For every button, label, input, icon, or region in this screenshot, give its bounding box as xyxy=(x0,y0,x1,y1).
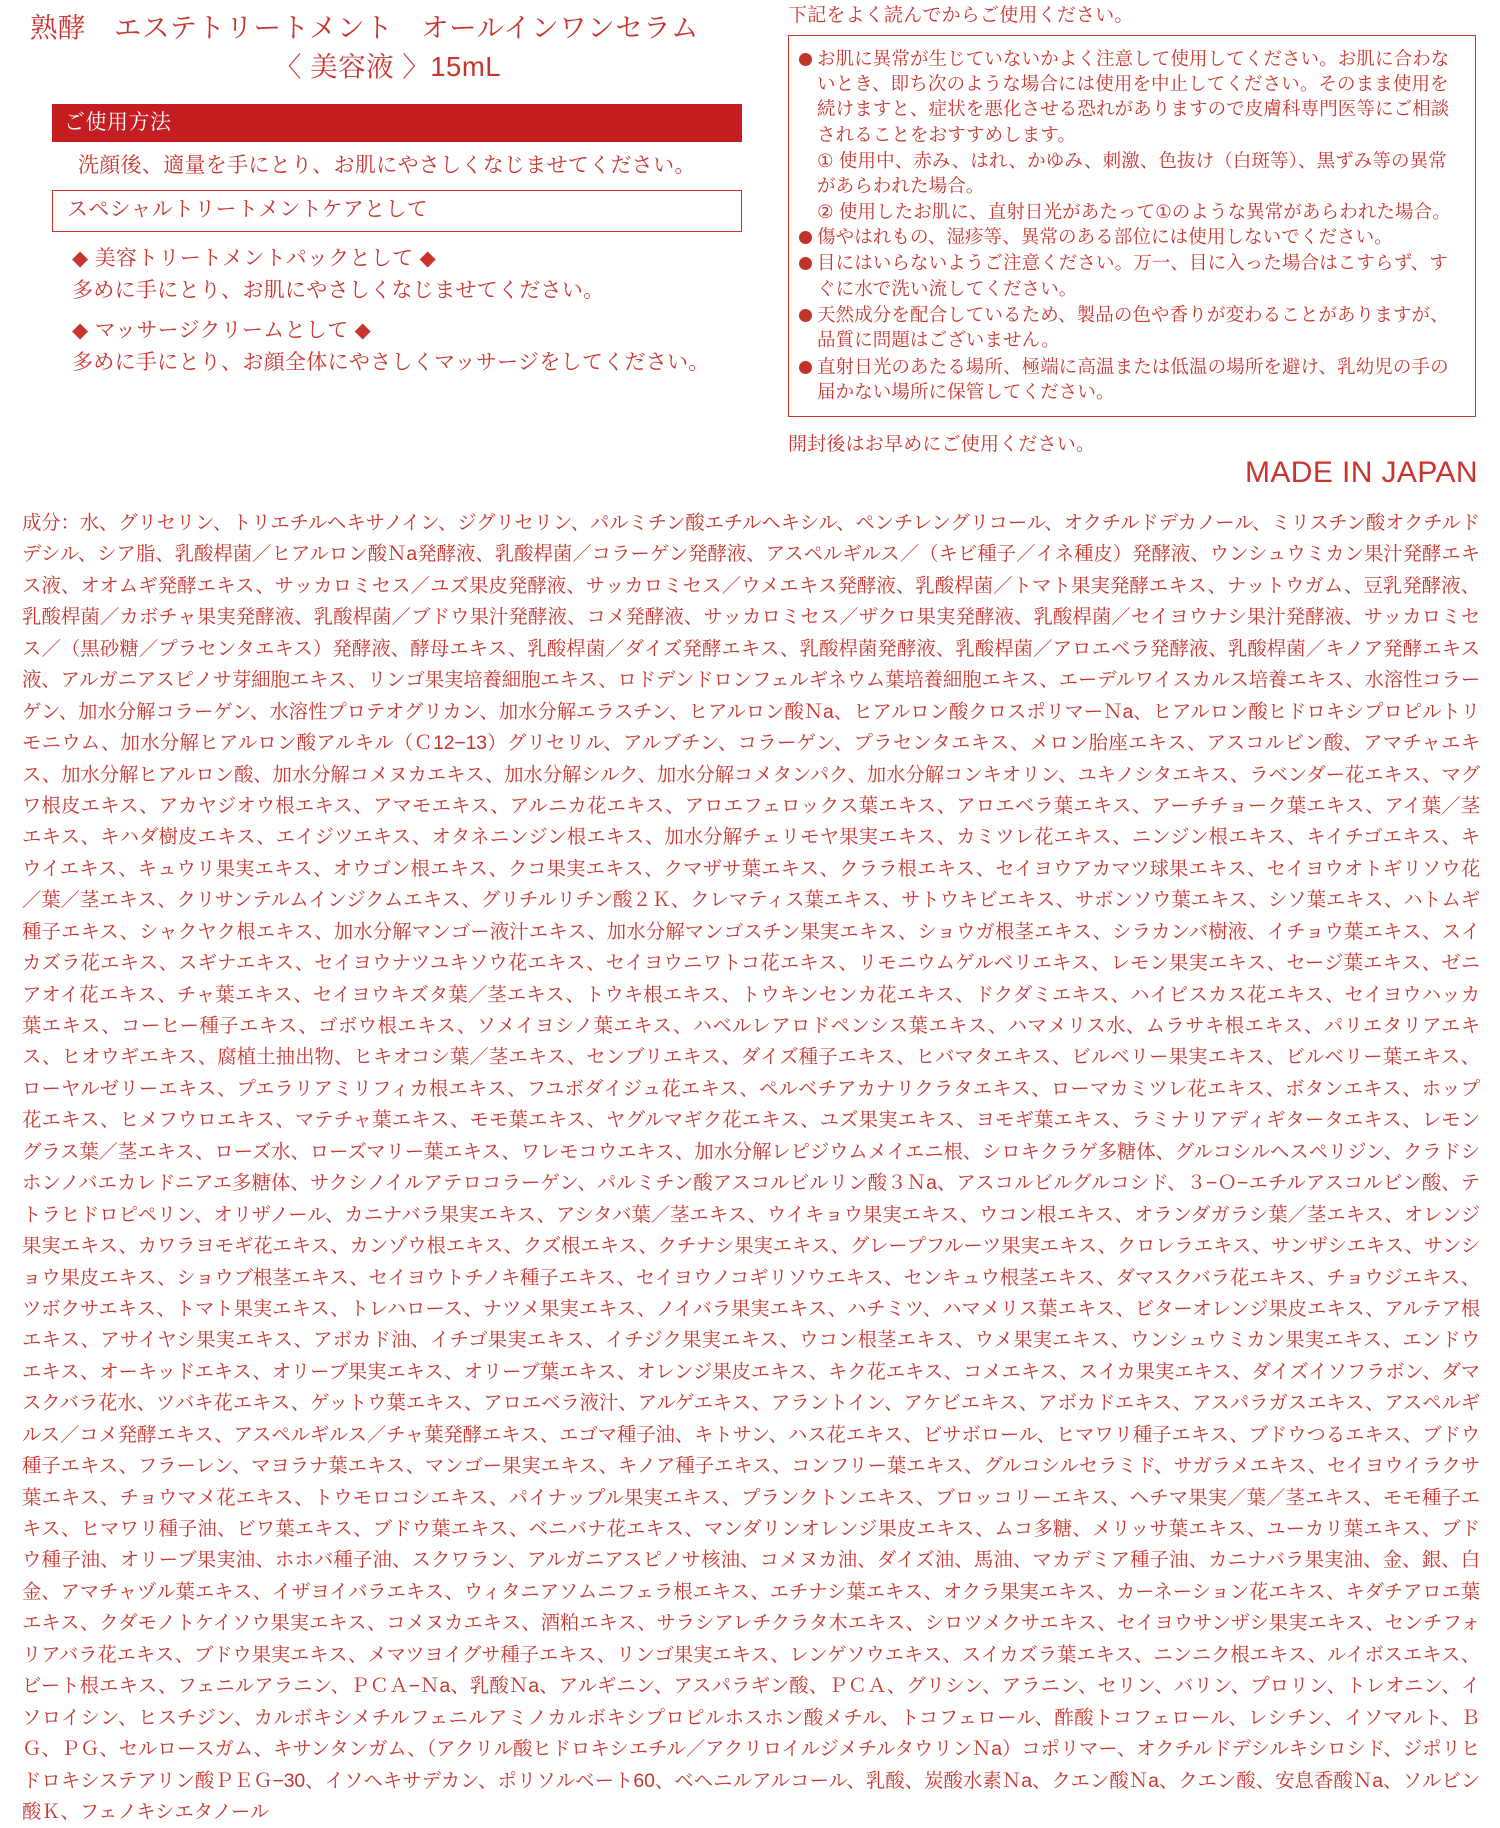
bullet-dot-icon xyxy=(799,53,812,66)
warning-text: 天然成分を配合しているため、製品の色や香りが変わることがありますが、品質に問題はございません。 xyxy=(817,304,1449,351)
product-size: 〈 美容液 〉15mL xyxy=(273,51,502,83)
warnings-box xyxy=(788,35,1476,417)
bullet-dot-icon xyxy=(799,231,812,244)
warning-text: 目にはいらないようご注意ください。万一、目に入った場合はこすらず、すぐに水で洗い流してください。 xyxy=(817,252,1448,299)
warning-item xyxy=(799,224,1465,249)
special-care-bullet-title-1: ◆ 美容トリートメントパックとして ◆ xyxy=(72,246,437,270)
bullet-dot-icon xyxy=(799,309,812,322)
warning-item xyxy=(799,302,1465,353)
special-care-bullet-title-2: ◆ マッサージクリームとして ◆ xyxy=(72,319,372,343)
special-care-bullet-detail-2: 多めに手にとり、お顔全体にやさしくマッサージをしてください。 xyxy=(72,351,710,375)
warning-item xyxy=(799,46,1465,147)
usage-column xyxy=(30,8,765,377)
bullet-dot-icon xyxy=(799,257,812,270)
warning-sub-text: ① 使用中、赤み、はれ、かゆみ、刺激、色抜け（白斑等）、黒ずみ等の異常があらわれた場合。 xyxy=(817,150,1447,197)
warnings-intro: 下記をよく読んでからご使用ください。 xyxy=(788,5,1134,26)
ingredients-list: 成分：水、グリセリン、トリエチルヘキサノイン、ジグリセリン、パルミチン酸エチルヘキシル、ペンチレングリコール、オクチルドデカノール、ミリスチン酸オクチルドデシル、シア脂、乳酸桿菌／ヒアルロン酸Ｎa発酵液、乳酸桿菌／コラーゲン発酵液、アスペルギルス／（キビ種子／イネ種皮）発酵液、ウンシュウミカン果汁発酵エキス液、オオムギ発酵エキス、サッカロミセス／ユズ果皮発酵液、サッカロミセス／ウメエキス発酵液、乳酸桿菌／トマト果実発酵エキス、ナットウガム、豆乳発酵液、乳酸桿菌／カボチャ果実発酵液、乳酸桿菌／ブドウ果汁発酵液、コメ発酵液、サッカロミセス／ザクロ果実発酵液、乳酸桿菌／セイヨウナシ果汁発酵液、サッカロミセス／（黒砂糖／プラセンタエキス）発酵液、酵母エキス、乳酸桿菌／ダイズ発酵エキス、乳酸桿菌発酵液、乳酸桿菌／アロエベラ発酵液、乳酸桿菌／キノア発酵エキス液、アルガニアスピノサ芽細胞エキス、リンゴ果実培養細胞エキス、ロドデンドロンフェルギネウム葉培養細胞エキス、エーデルワイスカルス培養エキス、水溶性コラーゲン、加水分解コラーゲン、水溶性プロテオグリカン、加水分解エラスチン、ヒアルロン酸Ｎa、ヒアルロン酸クロスポリマーＮa、ヒアルロン酸ヒドロキシプロピルトリモニウム、加水分解ヒアルロン酸アルキル（Ｃ12−13）グリセリル、アルブチン、コラーゲン、プラセンタエキス、メロン胎座エキス、アスコルビン酸、アマチャエキス、加水分解ヒアルロン酸、加水分解コメヌカエキス、加水分解シルク、加水分解コメタンパク、加水分解コンキオリン、ユキノシタエキス、ラベンダー花エキス、マグワ根皮エキス、アカヤジオウ根エキス、アマモエキス、アルニカ花エキス、アロエフェロックス葉エキス、アロエベラ葉エキス、アーチチョーク葉エキス、アイ葉／茎エキス、キハダ樹皮エキス、エイジツエキス、オタネニンジン根エキス、加水分解チェリモヤ果実エキス、カミツレ花エキス、ニンジン根エキス、キイチゴエキス、キウイエキス、キュウリ果実エキス、オウゴン根エキス、クコ果実エキス、クマザサ葉エキス、クララ根エキス、セイヨウアカマツ球果エキス、セイヨウオトギリソウ花／葉／茎エキス、クリサンテルムインジクムエキス、グリチルリチン酸２Ｋ、クレマティス葉エキス、サトウキビエキス、サボンソウ葉エキス、シソ葉エキス、ハトムギ種子エキス、シャクヤク根エキス、加水分解マンゴー液汁エキス、加水分解マンゴスチン果実エキス、ショウガ根茎エキス、シラカンバ樹液、イチョウ葉エキス、スイカズラ花エキス、スギナエキス、セイヨウナツユキソウ花エキス、セイヨウニワトコ花エキス、リモニウムゲルベリエキス、レモン果実エキス、セージ葉エキス、ゼニアオイ花エキス、チャ葉エキス、セイヨウキズタ葉／茎エキス、トウキ根エキス、トウキンセンカ花エキス、ドクダミエキス、ハイビスカス花エキス、セイヨウハッカ葉エキス、コーヒー種子エキス、ゴボウ根エキス、ソメイヨシノ葉エキス、ハベルレアロドペンシス葉エキス、ハマメリス水、ムラサキ根エキス、パリエタリアエキス、ヒオウギエキス、腐植土抽出物、ヒキオコシ葉／茎エキス、センブリエキス、ダイズ種子エキス、ヒバマタエキス、ビルベリー果実エキス、ビルベリー葉エキス、ローヤルゼリーエキス、プエラリアミリフィカ根エキス、フユボダイジュ花エキス、ペルベチアカナリクラタエキス、ローマカミツレ花エキス、ボタンエキス、ホップ花エキス、ヒメフウロエキス、マテチャ葉エキス、モモ葉エキス、ヤグルマギク花エキス、ユズ果実エキス、ヨモギ葉エキス、ラミナリアディギタータエキス、レモングラス葉／茎エキス、ローズ水、ローズマリー葉エキス、ワレモコウエキス、加水分解レピジウムメイエニ根、シロキクラゲ多糖体、グルコシルヘスペリジン、クラドシホンノバエカレドニアエ多糖体、サクシノイルアテロコラーゲン、パルミチン酸アスコルビルリン酸３Ｎa、アスコルビルグルコシド、３−Ｏ−エチルアスコルビン酸、テトラヒドロピペリン、オリザノール、カニナバラ果実エキス、アシタバ葉／茎エキス、ウイキョウ果実エキス、ウコン根エキス、オランダガラシ葉／茎エキス、オレンジ果実エキス、カワラヨモギ花エキス、カンゾウ根エキス、クズ根エキス、クチナシ果実エキス、グレープフルーツ果実エキス、クロレラエキス、サンザシエキス、サンショウ果皮エキス、ショウブ根茎エキス、セイヨウトチノキ種子エキス、セイヨウノコギリソウエキス、センキュウ根茎エキス、ダマスクバラ花エキス、チョウジエキス、ツボクサエキス、トマト果実エキス、トレハロース、ナツメ果実エキス、ノイバラ果実エキス、ハチミツ、ハマメリス葉エキス、ビターオレンジ果皮エキス、アルテア根エキス、アサイヤシ果実エキス、アボカド油、イチゴ果実エキス、イチジク果実エキス、ウコン根茎エキス、ウメ果実エキス、ウンシュウミカン果実エキス、エンドウエキス、オーキッドエキス、オリーブ果実エキス、オリーブ葉エキス、オレンジ果皮エキス、キク花エキス、コメエキス、スイカ果実エキス、ダイズイソフラボン、ダマスクバラ花水、ツバキ花エキス、ゲットウ葉エキス、アロエベラ液汁、アルゲエキス、アラントイン、アケビエキス、アボカドエキス、アスパラガスエキス、アスペルギルス／コメ発酵エキス、アスペルギルス／チャ葉発酵エキス、エゴマ種子油、キトサン、ハス花エキス、ビサボロール、ヒマワリ種子エキス、ブドウつるエキス、ブドウ種子エキス、フラーレン、マヨラナ葉エキス、マンゴー果実エキス、キノア種子エキス、コンフリー葉エキス、グルコシルセラミド、サガラメエキス、セイヨウイラクサ葉エキス、チョウマメ花エキス、トウモロコシエキス、パイナップル果実エキス、プランクトンエキス、ブロッコリーエキス、ヘチマ果実／葉／茎エキス、モモ種子エキス、ヒマワリ種子油、ビワ葉エキス、ブドウ葉エキス、ベニバナ花エキス、マンダリンオレンジ果皮エキス、ムコ多糖、メリッサ葉エキス、ユーカリ葉エキス、ブドウ種子油、オリーブ果実油、ホホバ種子油、スクワラン、アルガニアスピノサ核油、コメヌカ油、ダイズ油、馬油、マカデミア種子油、カニナバラ果実油、金、銀、白金、アマチャヅル葉エキス、イザヨイバラエキス、ウィタニアソムニフェラ根エキス、エチナシ葉エキス、オクラ果実エキス、カーネーション花エキス、キダチアロエ葉エキス、クダモノトケイソウ果実エキス、コメヌカエキス、酒粕エキス、サラシアレチクラタ木エキス、シロツメクサエキス、セイヨウサンザシ果実エキス、センチフォリアバラ花エキス、ブドウ果実エキス、メマツヨイグサ種子エキス、リンゴ果実エキス、レンゲソウエキス、スイカズラ葉エキス、ニンニク根エキス、ルイボスエキス、ビート根エキス、フェニルアラニン、ＰＣＡ−Ｎa、乳酸Ｎa、アルギニン、アスパラギン酸、ＰＣＡ、グリシン、アラニン、セリン、バリン、プロリン、トレオニン、イソロイシン、ヒスチジン、カルボキシメチルフェニルアミノカルボキシプロピルホスホン酸メチル、トコフェロール、酢酸トコフェロール、レシチン、イソマルト、ＢＧ、ＰＧ、セルロースガム、キサンタンガム、（アクリル酸ヒドロキシエチル／アクリロイルジメチルタウリンＮa）コポリマー、オクチルドデシルキシロシド、ジポリヒドロキシステアリン酸ＰＥＧ−30、イソヘキサデカン、ポリソルベート60、ベヘニルアルコール、乳酸、炭酸水素Ｎa、クエン酸Ｎa、クエン酸、安息香酸Ｎa、ソルビン酸Ｋ、フェノキシエタノール xyxy=(22,512,1480,1823)
product-title: 熟酵 エステトリートメント オールインワンセラム xyxy=(30,12,699,43)
warning-item xyxy=(799,250,1465,301)
warning-item xyxy=(799,354,1465,405)
usage-instruction: 洗顔後、適量を手にとり、お肌にやさしくなじませてください。 xyxy=(78,154,696,178)
after-opening-note: 開封後はお早めにご使用ください。 xyxy=(788,433,1096,455)
warning-text: 直射日光のあたる場所、極端に高温または低温の場所を避け、乳幼児の手の届かない場所に保管してください。 xyxy=(817,355,1449,403)
top-section xyxy=(0,0,1500,500)
warnings-column xyxy=(788,4,1478,456)
bullet-dot-icon xyxy=(799,361,812,374)
made-in-japan-label: MADE IN JAPAN xyxy=(1244,456,1478,489)
special-care-heading: スペシャルトリートメントケアとして xyxy=(52,190,742,231)
warning-text: 傷やはれもの、湿疹等、異常のある部位には使用しないでください。 xyxy=(817,226,1393,248)
warning-text: お肌に異常が生じていないかよく注意して使用してください。お肌に合わないとき、即ち次のような場合には使用を中止してください。そのまま使用を続けますと、症状を悪化させる恐れがありますので皮膚科専門医等にご相談されることをおすすめします。 xyxy=(817,47,1450,145)
usage-heading: ご使用方法 xyxy=(52,104,742,142)
warning-sub-text: ② 使用したお肌に、直射日光があたって①のような異常があらわれた場合。 xyxy=(817,200,1451,222)
special-care-bullet-detail-1: 多めに手にとり、お肌にやさしくなじませてください。 xyxy=(72,278,605,302)
